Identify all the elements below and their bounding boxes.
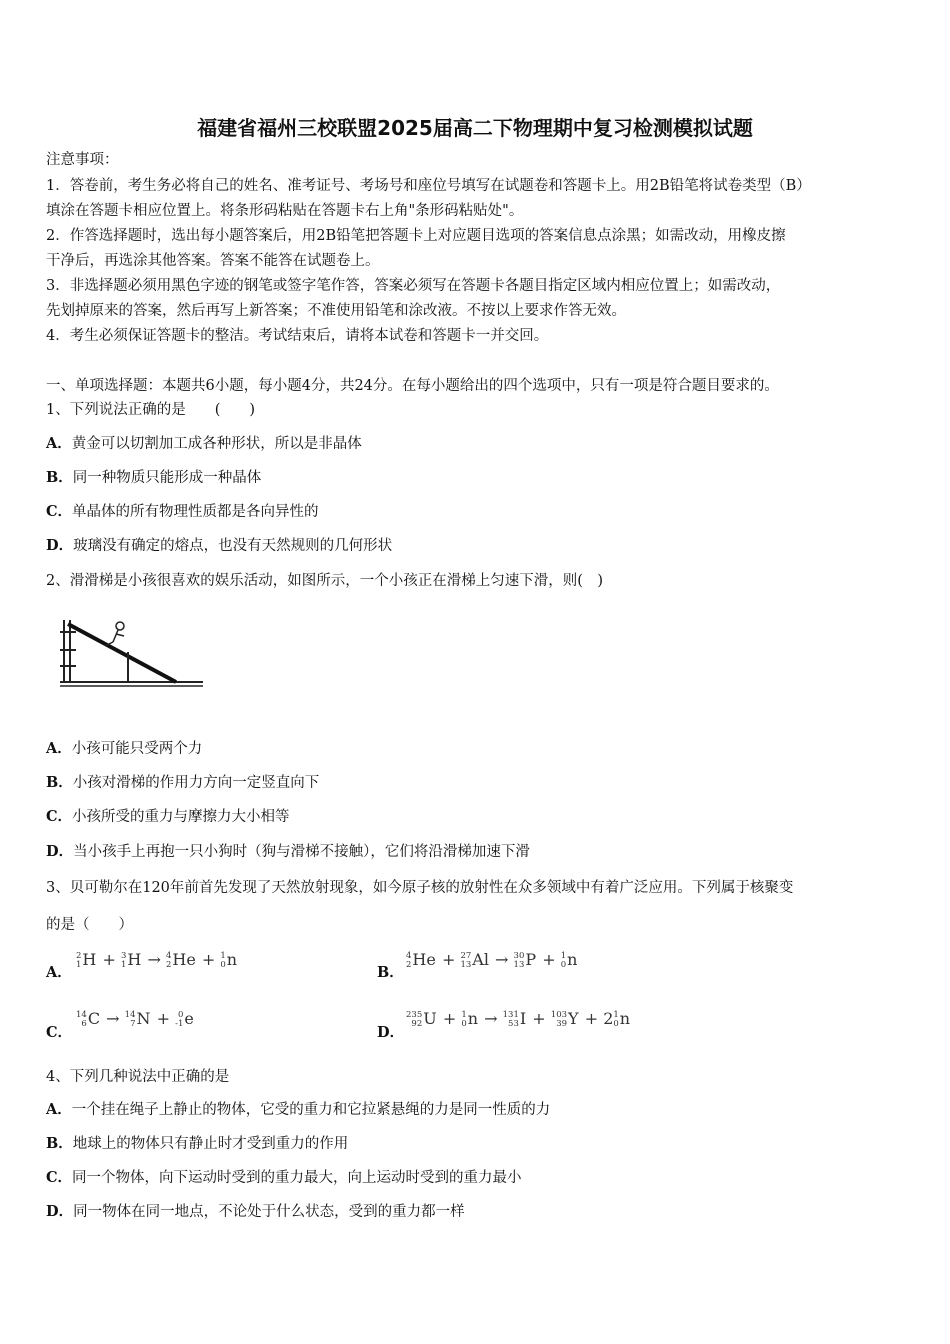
notice-line: 1．答卷前，考生务必将自己的姓名、准考证号、考场号和座位号填写在试题卷和答题卡上。用2B铅笔将试卷类型（B） bbox=[46, 178, 811, 194]
option-label: C． bbox=[46, 503, 73, 520]
notice-line: 2．作答选择题时，选出每小题答案后，用2B铅笔把答题卡上对应题目选项的答案信息点涂黑；如需改动，用橡皮擦 bbox=[46, 228, 786, 244]
option-label: D． bbox=[46, 843, 74, 860]
question-stem: 2、滑滑梯是小孩很喜欢的娱乐活动，如图所示，一个小孩正在滑梯上匀速下滑，则( ) bbox=[46, 573, 604, 589]
notice-heading: 注意事项： bbox=[46, 152, 119, 168]
option-text: 一个挂在绳子上静止的物体，它受的重力和它拉紧悬绳的力是同一性质的力 bbox=[71, 1102, 551, 1118]
option-label: B． bbox=[46, 774, 73, 791]
option-label: D． bbox=[377, 1024, 405, 1041]
option-label: C． bbox=[46, 1024, 73, 1041]
notice-line: 先划掉原来的答案，然后再写上新答案；不准使用铅笔和涂改液。不按以上要求作答无效。 bbox=[46, 303, 626, 319]
option-text: 单晶体的所有物理性质都是各向异性的 bbox=[72, 504, 319, 520]
option-a bbox=[46, 739, 910, 759]
question-stem: 的是（ ） bbox=[46, 917, 133, 933]
option-label: C． bbox=[46, 808, 73, 825]
section-heading: 一、单项选择题：本题共6小题，每小题4分，共24分。在每小题给出的四个选项中，只有一项是符合题目要求的。 bbox=[46, 378, 779, 394]
option-label: D． bbox=[46, 1203, 74, 1220]
formula-b: 4 2 He + 27 13 Al → 30 13 P + 1 0 n bbox=[406, 950, 578, 970]
formula-d: 235 92 U + 1 0 n → 131 53 I + 103 39 Y + 2 1 0 n bbox=[406, 1009, 631, 1029]
option-label: D． bbox=[46, 537, 74, 554]
option-text: 同一物体在同一地点，不论处于什么状态，受到的重力都一样 bbox=[73, 1204, 465, 1220]
option-d bbox=[46, 842, 910, 862]
option-text: 小孩所受的重力与摩擦力大小相等 bbox=[72, 809, 290, 825]
option-b bbox=[46, 468, 910, 488]
option-text: 地球上的物体只有静止时才受到重力的作用 bbox=[72, 1136, 349, 1152]
option-label: A． bbox=[46, 740, 72, 757]
option-b bbox=[46, 1134, 910, 1154]
option-d bbox=[46, 1202, 910, 1222]
formula-c: 14 6 C → 14 7 N + 0 -1 e bbox=[76, 1009, 194, 1029]
option-d bbox=[46, 536, 910, 556]
question-stem: 1、下列说法正确的是 ( ) bbox=[46, 402, 256, 418]
option-label: B． bbox=[377, 964, 404, 981]
option-label: A． bbox=[46, 1101, 72, 1118]
option-text: 玻璃没有确定的熔点，也没有天然规则的几何形状 bbox=[73, 538, 393, 554]
slide-figure bbox=[58, 612, 208, 692]
option-label: B． bbox=[46, 469, 73, 486]
option-c bbox=[46, 1168, 910, 1188]
option-text: 当小孩手上再抱一只小狗时（狗与滑梯不接触），它们将沿滑梯加速下滑 bbox=[73, 844, 530, 860]
notice-line: 填涂在答题卡相应位置上。将条形码粘贴在答题卡右上角"条形码粘贴处"。 bbox=[46, 203, 524, 219]
option-label: B． bbox=[46, 1135, 73, 1152]
option-text: 小孩对滑梯的作用力方向一定竖直向下 bbox=[72, 775, 320, 791]
option-label: A． bbox=[46, 435, 72, 452]
notice-line: 4．考生必须保证答题卡的整洁。考试结束后，请将本试卷和答题卡一并交回。 bbox=[46, 328, 549, 344]
option-c bbox=[46, 807, 910, 827]
option-a bbox=[46, 1100, 910, 1120]
option-b bbox=[46, 773, 910, 793]
formula-a: 2 1 H + 3 1 H → 4 2 He + 1 0 n bbox=[76, 950, 238, 970]
page-title: 福建省福州三校联盟2025届高二下物理期中复习检测模拟试题 bbox=[197, 116, 753, 140]
notice-line: 干净后，再选涂其他答案。答案不能答在试题卷上。 bbox=[46, 253, 380, 269]
option-c bbox=[46, 502, 910, 522]
option-text: 黄金可以切割加工成各种形状，所以是非晶体 bbox=[71, 436, 362, 452]
option-text: 同一种物质只能形成一种晶体 bbox=[72, 470, 262, 486]
question-stem: 3、贝可勒尔在120年前首先发现了天然放射现象，如今原子核的放射性在众多领域中有着广泛应用。下列属于核聚变 bbox=[46, 880, 794, 896]
option-label: C． bbox=[46, 1169, 73, 1186]
option-text: 小孩可能只受两个力 bbox=[71, 741, 203, 757]
option-text: 同一个物体，向下运动时受到的重力最大，向上运动时受到的重力最小 bbox=[72, 1170, 522, 1186]
notice-line: 3．非选择题必须用黑色字迹的钢笔或签字笔作答，答案必须写在答题卡各题目指定区域内相应位置上；如需改动， bbox=[46, 278, 781, 294]
question-stem: 4、下列几种说法中正确的是 bbox=[46, 1069, 230, 1085]
option-label: A． bbox=[46, 964, 72, 981]
option-a bbox=[46, 434, 910, 454]
